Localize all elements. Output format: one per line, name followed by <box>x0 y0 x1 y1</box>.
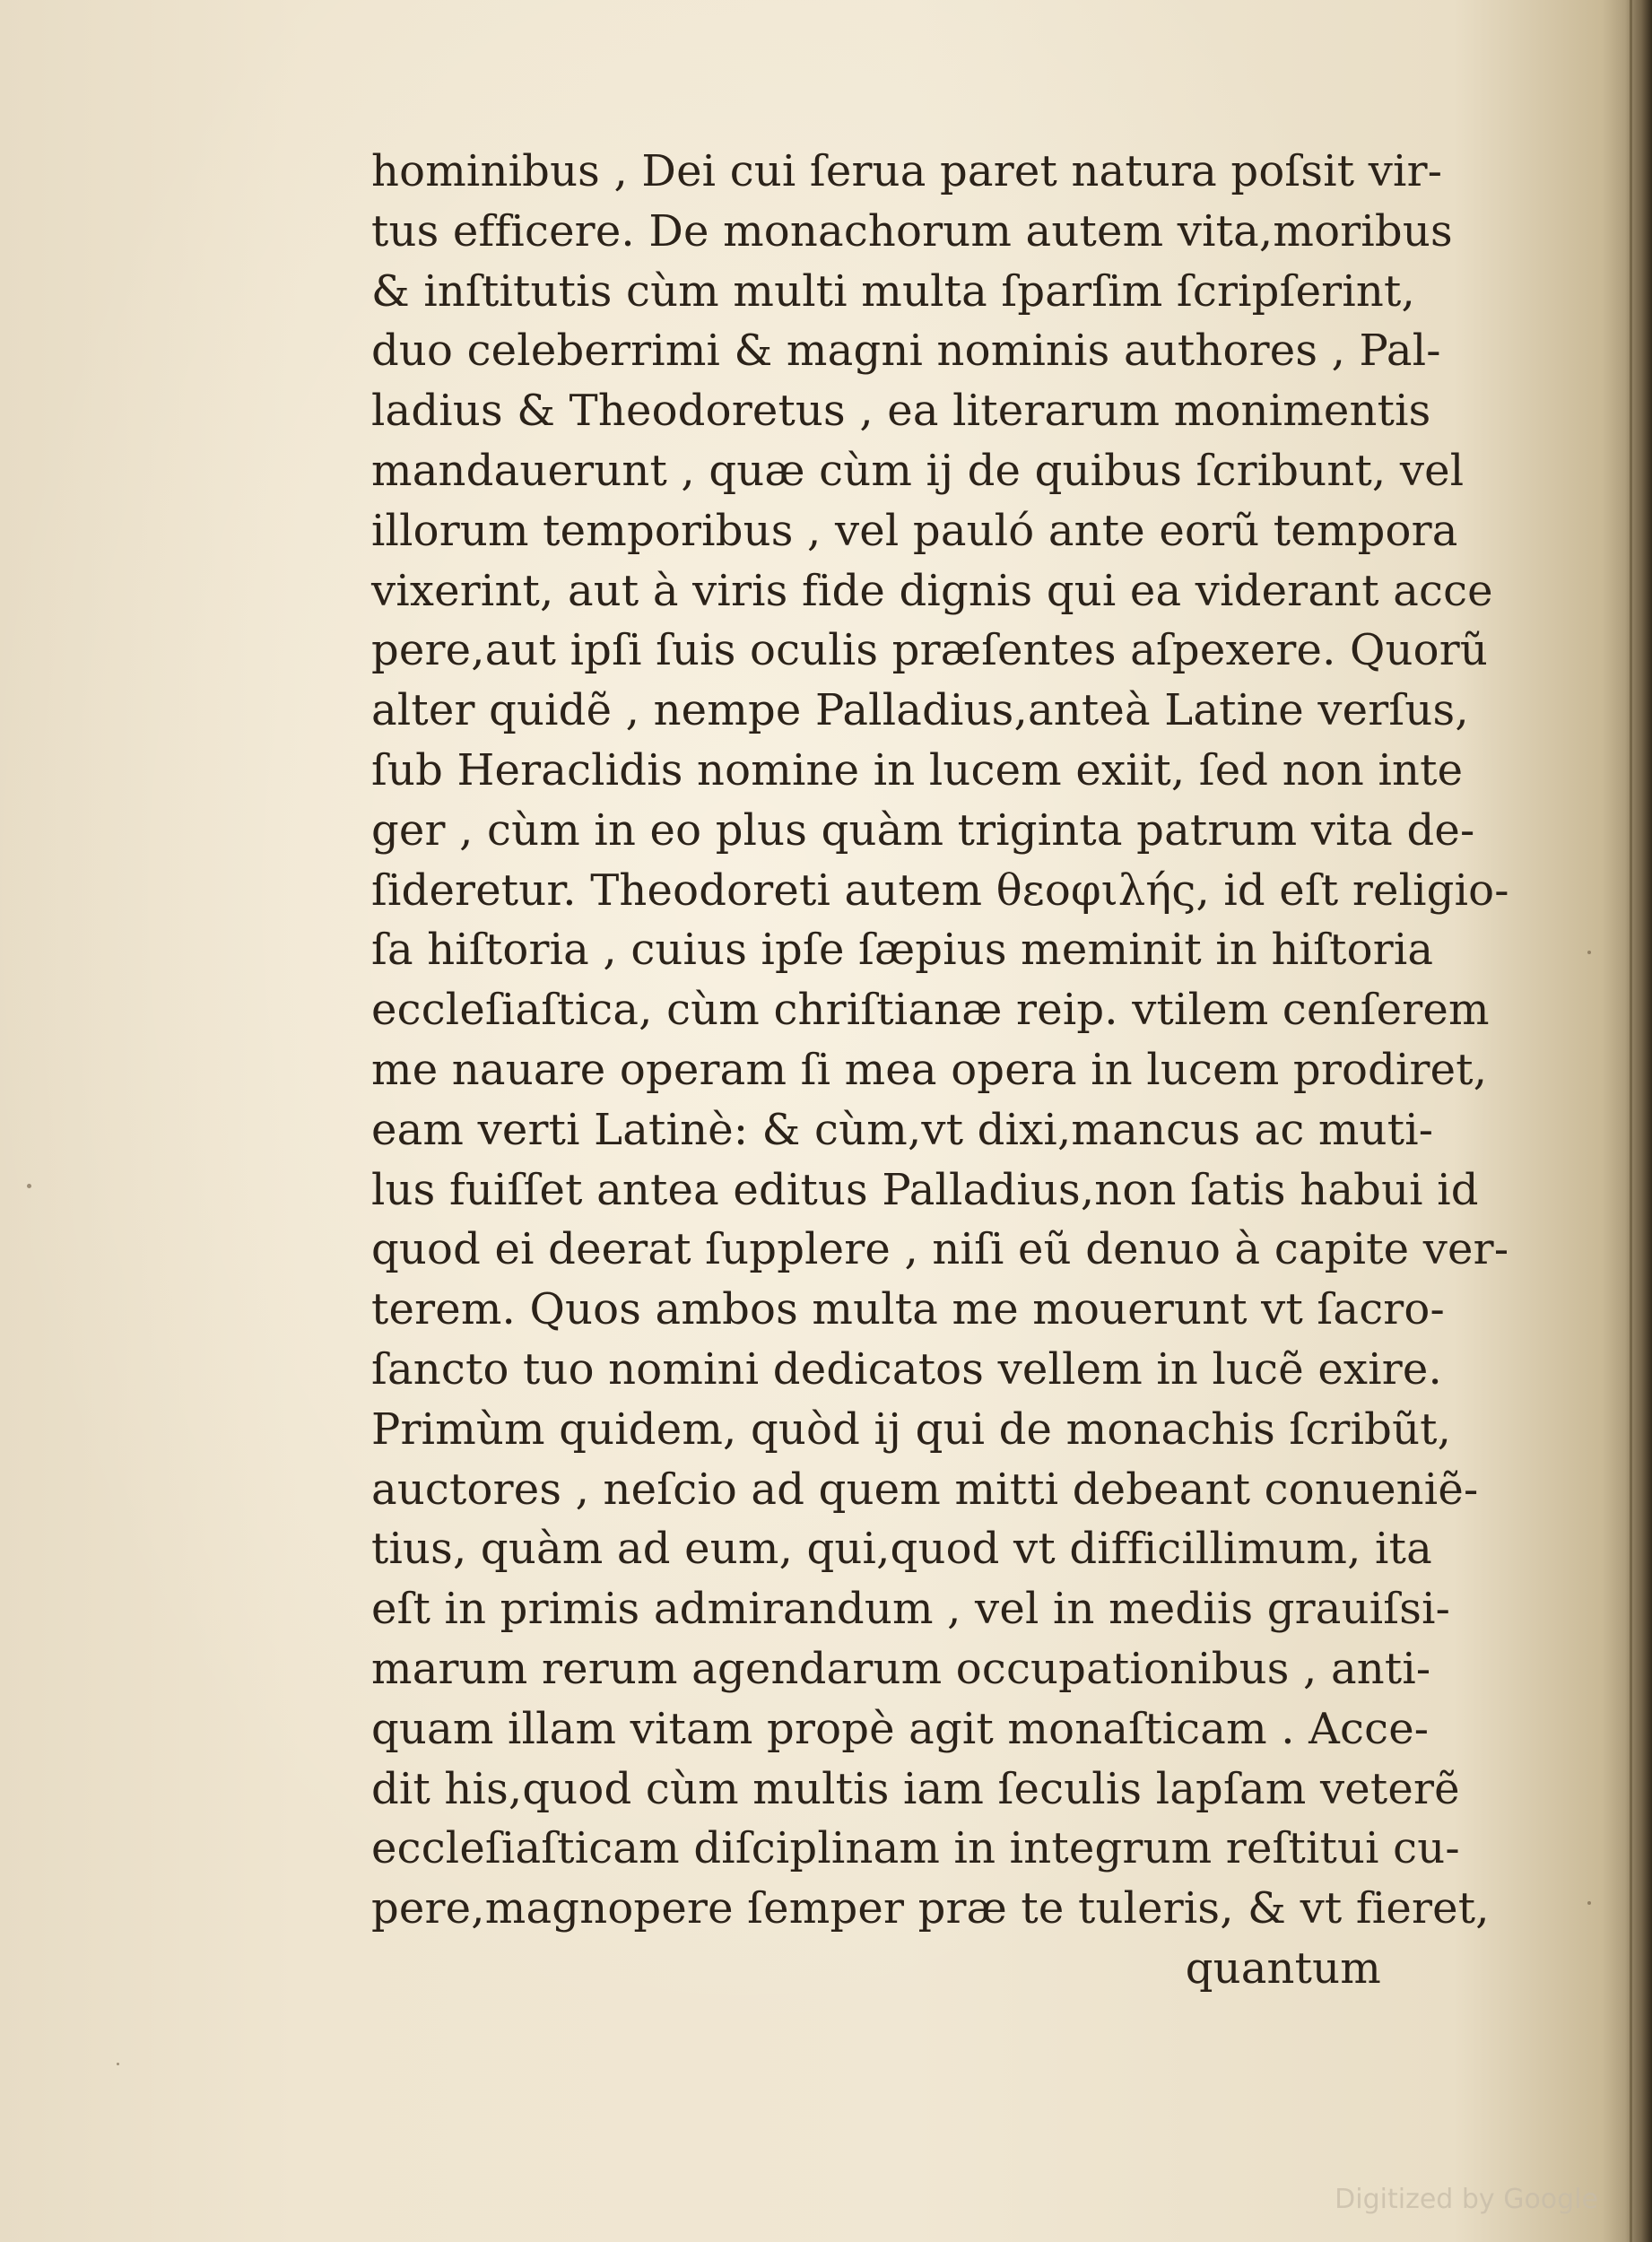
catchword: quantum <box>1185 1942 1381 1994</box>
text-line: pere,aut ipſi ſuis oculis præſentes aſpexere. Quorũ <box>371 625 1489 676</box>
text-line: pere,magnopere ſemper præ te tuleris, & vt fieret, <box>371 1883 1490 1934</box>
text-line: tus efficere. De monachorum autem vita,moribus <box>371 205 1453 256</box>
text-line: ſub Heraclidis nomine in lucem exiit, ſed non inte <box>371 744 1464 795</box>
paper-speck <box>27 1184 31 1188</box>
text-line: ſa hiſtoria , cuius ipſe ſæpius meminit in hiſtoria <box>371 925 1434 976</box>
page-edge-line <box>1630 0 1632 2242</box>
body-text <box>371 142 1509 1999</box>
paper-speck <box>1587 1901 1591 1905</box>
text-line: quam illam vitam propè agit monaſticam . Acce- <box>371 1703 1430 1754</box>
text-line: eccleſiaſtica, cùm chriſtianæ reip. vtilem cenſerem <box>371 985 1490 1036</box>
text-line: ger , cùm in eo plus quàm triginta patrum vita de- <box>371 804 1475 856</box>
text-line: Primùm quidem, quòd ij qui de monachis ſcribũt, <box>371 1403 1452 1455</box>
text-line: & inſtitutis cùm multi multa ſparſim ſcripſerint, <box>371 265 1415 317</box>
text-line: lus fuiſſet antea editus Palladius,non ſatis habui id <box>371 1164 1479 1215</box>
text-line: duo celeberrimi & magni nominis authores , Pal- <box>371 326 1441 377</box>
text-line: dit his,quod cùm multis iam ſeculis lapſam veterẽ <box>371 1763 1460 1814</box>
text-line: auctores , neſcio ad quem mitti debeant conueniẽ- <box>371 1464 1479 1515</box>
text-line: eſt in primis admirandum , vel in mediis grauiſsi- <box>371 1584 1451 1635</box>
text-line: me nauare operam ſi mea opera in lucem prodiret, <box>371 1044 1488 1095</box>
text-line: ſideretur. Theodoreti autem θεοφιλής, id eſt religio- <box>371 865 1509 916</box>
text-line: marum rerum agendarum occupationibus , anti- <box>371 1643 1431 1694</box>
text-line: alter quidẽ , nempe Palladius,anteà Latine verſus, <box>371 685 1469 736</box>
text-line: terem. Quos ambos multa me mouerunt vt ſacro- <box>371 1284 1445 1335</box>
paper-speck <box>1587 951 1591 954</box>
text-line: eccleſiaſticam diſciplinam in integrum reſtitui cu- <box>371 1823 1460 1874</box>
text-line: illorum temporibus , vel pauló ante eorũ tempora <box>371 505 1458 556</box>
text-line: tius, quàm ad eum, qui,quod vt difficillimum, ita <box>371 1524 1432 1575</box>
text-line: quod ei deerat ſupplere , niſi eũ denuo à capite ver- <box>371 1224 1509 1275</box>
text-line: vixerint, aut à viris fide dignis qui ea viderant acce <box>371 565 1493 616</box>
text-line: hominibus , Dei cui ſerua paret natura poſsit vir- <box>371 146 1443 196</box>
text-line: mandauerunt , quæ cùm ij de quibus ſcribunt, vel <box>371 445 1465 496</box>
paper-speck <box>117 2063 119 2065</box>
text-line: ſancto tuo nomini dedicatos vellem in lucẽ exire. <box>371 1343 1442 1395</box>
text-line: ladius & Theodoretus , ea literarum monimentis <box>371 386 1431 437</box>
digitization-watermark: Digitized by Google <box>1335 2184 1598 2215</box>
text-line: eam verti Latinè: & cùm,vt dixi,mancus ac muti- <box>371 1104 1434 1155</box>
